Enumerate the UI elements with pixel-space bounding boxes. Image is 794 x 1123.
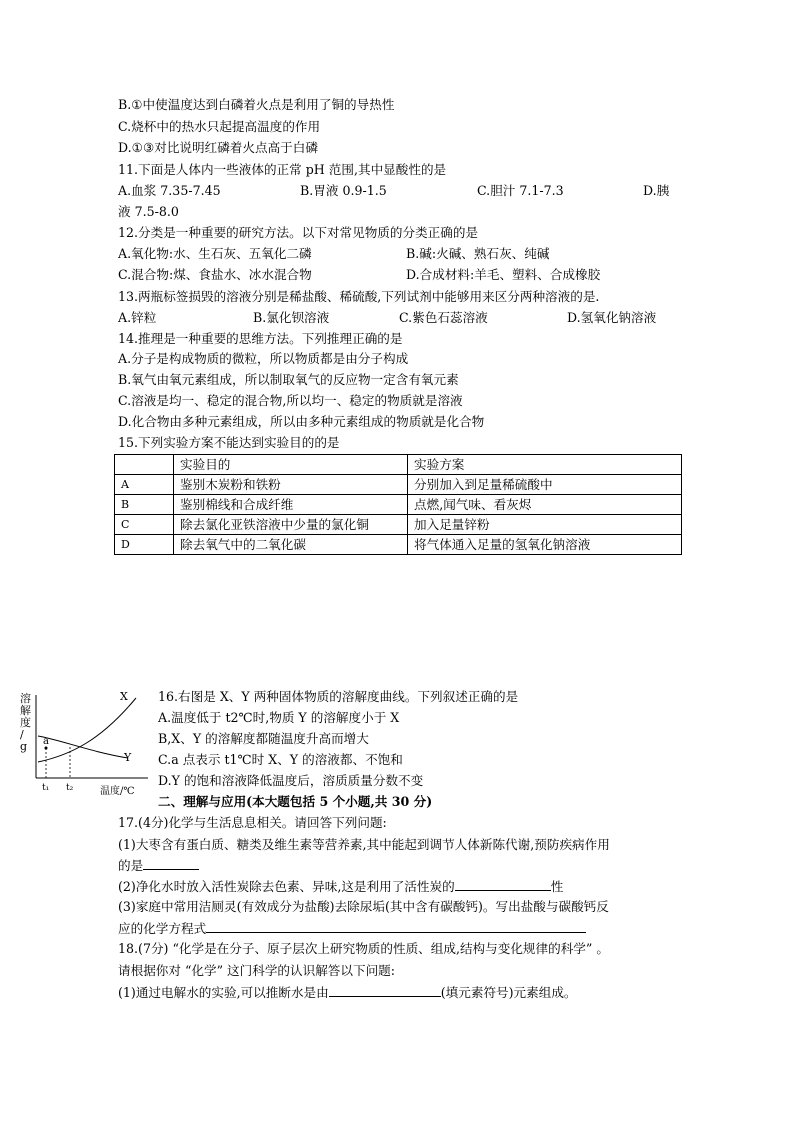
chart-xlabel: 温度/℃ — [100, 786, 135, 797]
q11-option-a: A.血浆 7.35-7.45 — [118, 183, 221, 198]
q15-stem: 15.下列实验方案不能达到实验目的的是 — [118, 435, 340, 450]
q18-part1-suffix: (填元素符号)元素组成。 — [440, 985, 577, 1000]
q11-option-d-cont: 液 7.5-8.0 — [118, 204, 179, 219]
table-cell: 分别加入到足量稀硫酸中 — [408, 475, 682, 495]
q17-part1-cont — [118, 856, 199, 875]
table-cell: 点燃,闻气味、看灰烬 — [408, 495, 682, 515]
q10-option-d: D.①③对比说明红磷着火点高于白磷 — [118, 140, 318, 155]
series-x-label: X — [120, 690, 128, 703]
q12-option-b: B.碱:火碱、熟石灰、纯碱 — [406, 246, 550, 261]
q11-option-c: C.胆汁 7.1-7.3 — [477, 183, 564, 198]
q16-option-d: D.Y 的饱和溶液降低温度后，溶质质量分数不变 — [158, 773, 424, 788]
q17-part2-blank[interactable] — [455, 877, 551, 891]
table-header-cell — [115, 455, 174, 475]
q14-option-a: A.分子是构成物质的微粒，所以物质都是由分子构成 — [118, 351, 409, 366]
q12-stem: 12.分类是一种重要的研究方法。以下对常见物质的分类正确的是 — [118, 225, 479, 240]
q17-part1: (1)大枣含有蛋白质、糖类及维生素等营养素,其中能起到调节人体新陈代谢,预防疾病作用 — [118, 837, 610, 852]
q17-part3-cont — [118, 919, 586, 938]
q17-part3-text: 应的化学方程式 — [118, 921, 207, 936]
q14-stem: 14.推理是一种重要的思维方法。下列推理正确的是 — [118, 331, 403, 346]
q16-stem: 16.右图是 X、Y 两种固体物质的溶解度曲线。下列叙述正确的是 — [158, 689, 519, 704]
q12-option-a: A.氧化物:水、生石灰、五氧化二磷 — [118, 246, 312, 261]
table-cell: 鉴别木炭粉和铁粉 — [174, 475, 408, 495]
q13-stem: 13.两瓶标签损毁的溶液分别是稀盐酸、稀硫酸,下列试剂中能够用来区分两种溶液的是. — [118, 289, 600, 304]
table-row — [115, 535, 682, 555]
q11-option-d: D.胰 — [643, 183, 670, 198]
series-y-label: Y — [124, 751, 132, 764]
q16-option-a: A.温度低于 t2℃时,物质 Y 的溶解度小于 X — [158, 710, 400, 725]
q10-option-c: C.烧杯中的热水只起提高温度的作用 — [118, 119, 321, 134]
table-cell: 除去氧气中的二氧化碳 — [174, 535, 408, 555]
series-y-curve — [38, 736, 128, 758]
q17-part3-blank[interactable] — [206, 919, 586, 933]
q18-part1-text: (1)通过电解水的实验,可以推断水是由 — [118, 985, 329, 1000]
q13-option-d: D.氢氧化钠溶液 — [567, 310, 657, 325]
q17-part3: (3)家庭中常用洁厕灵(有效成分为盐酸)去除尿垢(其中含有碳酸钙)。写出盐酸与碳酸钙反 — [118, 899, 609, 914]
tick-t1: t₁ — [42, 783, 50, 793]
q17-part2-suffix: 性 — [550, 879, 564, 894]
q13-option-b: B.氯化钡溶液 — [253, 310, 330, 325]
chart-ylabel: 溶解度/ g — [20, 692, 31, 753]
q14-option-c: C.溶液是均一、稳定的混合物,所以均一、稳定的物质就是溶液 — [118, 393, 463, 408]
q16-option-c: C.a 点表示 t1℃时 X、Y 的溶液都、不饱和 — [158, 752, 403, 767]
q15-table — [114, 454, 682, 555]
q10-option-b: B.①中使温度达到白磷着火点是利用了铜的导热性 — [118, 97, 395, 112]
q11-option-b: B.胃液 0.9-1.5 — [300, 183, 387, 198]
q13-option-a: A.锌粒 — [118, 310, 157, 325]
point-a-label: a — [43, 736, 49, 747]
q17-part2 — [118, 877, 563, 896]
table-header-row — [115, 455, 682, 475]
table-cell: D — [115, 535, 174, 555]
q17-stem: 17.(4分)化学与生活息息相关。请回答下列问题: — [118, 815, 387, 830]
q18-stem-cont: 请根据你对 “化学” 这门科学的认识解答以下问题: — [118, 963, 396, 978]
table-cell: C — [115, 515, 174, 535]
q11-stem: 11.下面是人体内一些液体的正常 pH 范围,其中显酸性的是 — [118, 162, 447, 177]
q17-part1-text: 的是 — [118, 858, 144, 873]
q12-option-c: C.混合物:煤、食盐水、冰水混合物 — [118, 267, 312, 282]
q12-option-d: D.合成材料:羊毛、塑料、合成橡胶 — [406, 267, 601, 282]
q18-part1 — [118, 983, 577, 1002]
table-header-cell: 实验方案 — [408, 455, 682, 475]
table-cell: 鉴别棉线和合成纤维 — [174, 495, 408, 515]
table-cell: A — [115, 475, 174, 495]
q18-stem: 18.(7分) “化学是在分子、原子层次上研究物质的性质、组成,结构与变化规律的科学” 。 — [118, 941, 609, 956]
table-row — [115, 515, 682, 535]
tick-t2: t₂ — [66, 783, 74, 793]
table-cell: 将气体通入足量的氢氧化钠溶液 — [408, 535, 682, 555]
table-cell: 除去氯化亚铁溶液中少量的氯化铜 — [174, 515, 408, 535]
q16-option-b: B,X、Y 的溶解度都随温度升高而增大 — [158, 731, 369, 746]
table-row — [115, 475, 682, 495]
table-header-cell: 实验目的 — [174, 455, 408, 475]
section-2-heading: 二、理解与应用(本大题包括 5 个小题,共 30 分) — [158, 794, 433, 809]
series-x-curve — [38, 698, 136, 762]
q17-part2-text: (2)净化水时放入活性炭除去色素、异味,这是利用了活性炭的 — [118, 879, 455, 894]
q14-option-b: B.氧气由氧元素组成，所以制取氧气的反应物一定含有氧元素 — [118, 372, 459, 387]
table-cell: 加入足量锌粉 — [408, 515, 682, 535]
q18-part1-blank[interactable] — [329, 983, 441, 997]
table-row — [115, 495, 682, 515]
q13-option-c: C.紫色石蕊溶液 — [399, 310, 488, 325]
q17-part1-blank[interactable] — [143, 856, 199, 870]
solubility-chart — [16, 690, 156, 802]
q14-option-d: D.化合物由多种元素组成，所以由多种元素组成的物质就是化合物 — [118, 414, 485, 429]
table-cell: B — [115, 495, 174, 515]
